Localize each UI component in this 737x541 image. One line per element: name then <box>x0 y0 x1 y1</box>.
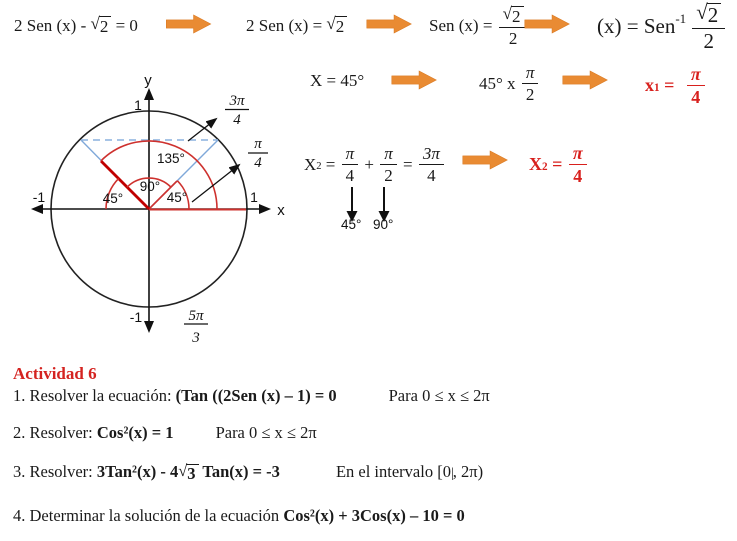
right-arrow-icon <box>391 70 438 90</box>
fraction: $\frac{\pi}{4}$ <box>569 143 587 185</box>
exercise-1: 1. Resolver la ecuación: (Tan ((2Sen (x) – 1) = 0 Para 0 ≤ x ≤ 2π <box>13 386 490 405</box>
equation-text: X = 45° <box>310 70 365 90</box>
right-arrow-icon <box>524 14 571 34</box>
equation-text: 45° x <box>479 73 520 93</box>
label-5pi3-den: 3 <box>192 330 200 346</box>
angle-label-45-left: 45° <box>102 191 124 206</box>
equation-text: 2 Sen (x) = <box>246 15 327 35</box>
x-axis-label: x <box>277 202 285 219</box>
fraction: $\frac{\pi}{4}$ <box>687 64 705 106</box>
radical: √ 3 <box>178 463 198 483</box>
tick-neg-one-left: -1 <box>32 189 46 205</box>
radical: √ 2 <box>503 5 524 25</box>
equation-step-3 <box>429 3 530 47</box>
tick-one-top: 1 <box>134 97 142 113</box>
equation-step-1 <box>14 10 138 40</box>
equation-text: (x) = Sen <box>597 13 676 38</box>
subscript: 2 <box>542 161 548 174</box>
fraction: √ 2 2 <box>692 1 725 52</box>
exercise-2-condition: Para 0 ≤ x ≤ 2π <box>215 423 317 442</box>
exercise-4: 4. Determinar la solución de la ecuación Cos²(x) + 3Cos(x) – 10 = 0 <box>13 506 465 525</box>
fraction: $\frac{3\pi}{4}$ <box>419 144 444 184</box>
radical: √ 2 <box>696 2 721 26</box>
y-axis-top-arrowhead-icon <box>144 88 154 100</box>
subscript: 2 <box>316 161 322 173</box>
exercise-1-condition: Para 0 ≤ x ≤ 2π <box>388 386 490 405</box>
superscript: -1 <box>675 11 687 27</box>
angle-label-135: 135° <box>157 151 185 166</box>
label-5pi3-num: 5π <box>188 308 204 324</box>
angle-label-45-right: 45° <box>166 190 188 205</box>
fraction: $\frac{\pi}{2}$ <box>380 144 397 184</box>
label-3pi4-den: 4 <box>233 112 241 128</box>
fraction: $\frac{\pi}{4}$ <box>342 144 359 184</box>
y-axis-bottom-arrowhead-icon <box>144 321 154 333</box>
right-arrow-icon <box>366 14 413 34</box>
callout-arrow-3pi4-icon <box>188 119 216 141</box>
equation-step-4 <box>597 0 727 53</box>
equation-x2-sum: X 2 = $\frac{\pi}{4}$ + $\frac{\pi}{2}$ = $\frac{3\pi}{4}$ <box>304 142 446 186</box>
right-arrow-icon <box>164 14 214 34</box>
degree-label-90: 90° <box>373 217 394 232</box>
degree-label-45: 45° <box>341 217 362 232</box>
x-axis-right-arrowhead-icon <box>259 204 271 214</box>
x-axis-left-arrowhead-icon <box>31 204 43 214</box>
activity-title: Actividad 6 <box>13 364 97 383</box>
subscript: 1 <box>654 82 660 95</box>
label-3pi4-num: 3π <box>229 93 245 109</box>
solution-x2: X 2 = $\frac{\pi}{4}$ <box>529 142 589 186</box>
equation-x45 <box>310 67 364 93</box>
tick-neg-one-bottom: -1 <box>129 309 143 325</box>
unit-circle-diagram <box>0 55 300 351</box>
label-pi4-num: π <box>254 136 262 152</box>
exercise-2: 2. Resolver: Cos²(x) = 1 Para 0 ≤ x ≤ 2π <box>13 423 317 442</box>
fraction: $\frac{\pi}{2}$ <box>522 63 539 103</box>
radical: √ 2 <box>326 15 347 35</box>
equation-step-2 <box>246 10 347 40</box>
label-pi4-den: 4 <box>254 155 262 171</box>
equation-45-times-pi2 <box>479 62 540 104</box>
radical: √ 2 <box>90 15 111 35</box>
y-axis-label: y <box>144 72 152 89</box>
right-arrow-icon <box>462 150 509 170</box>
right-arrow-icon <box>562 70 609 90</box>
equation-text: Sen (x) = <box>429 15 497 35</box>
angle-label-90: 90° <box>139 179 161 194</box>
solution-x1: x 1 = $\frac{\pi}{4}$ <box>645 64 707 106</box>
fraction: √ 2 2 <box>499 4 528 47</box>
equation-text: = 0 <box>111 15 138 35</box>
exercise-3: 3. Resolver: 3Tan²(x) - 4 √ 3 Tan(x) = -3 En el intervalo [0 | , 2π) <box>13 460 484 483</box>
tick-one-right: 1 <box>250 189 258 205</box>
equation-text: 2 Sen (x) - <box>14 15 91 35</box>
text-cursor-bar: | <box>450 466 453 481</box>
